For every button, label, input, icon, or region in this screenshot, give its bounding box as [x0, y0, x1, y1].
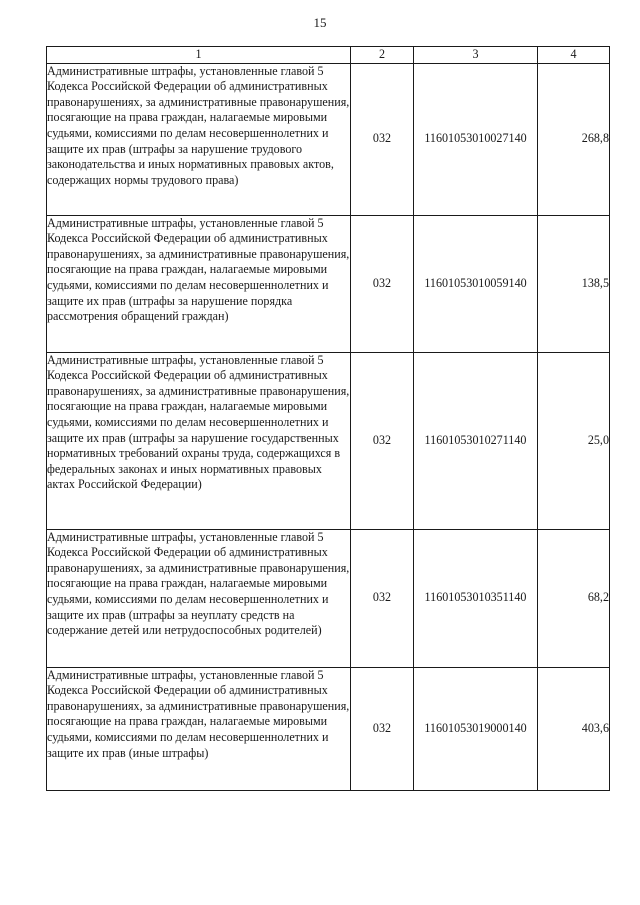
row-admin-code: 032 [351, 352, 414, 529]
row-admin-code: 032 [351, 215, 414, 352]
row-kbk: 11601053010271140 [414, 352, 538, 529]
table-row [47, 63, 610, 215]
row-amount: 25,0 [538, 352, 610, 529]
row-description: Административные штрафы, установленные главой 5 Кодекса Российской Федерации об административных правонарушениях, за административные правонарушения, посягающие на права граждан, налагаемые мировыми судьями, комиссиями по делам несовершеннолетних и защите их прав (штрафы за нарушение порядка рассмотрения обращений граждан) [47, 215, 351, 352]
row-description: Административные штрафы, установленные главой 5 Кодекса Российской Федерации об административных правонарушениях, за административные правонарушения, посягающие на права граждан, налагаемые мировыми судьями, комиссиями по делам несовершеннолетних и защите их прав (штрафы за нарушение трудового законодательства и иных нормативных правовых актов, содержащих нормы трудового права) [47, 63, 351, 215]
table-row [47, 529, 610, 667]
table-row [47, 215, 610, 352]
row-kbk: 11601053010351140 [414, 529, 538, 667]
revenue-table [46, 46, 610, 791]
row-kbk: 11601053010059140 [414, 215, 538, 352]
column-header-kbk: 3 [414, 47, 538, 64]
row-description: Административные штрафы, установленные главой 5 Кодекса Российской Федерации об административных правонарушениях, за административные правонарушения, посягающие на права граждан, налагаемые мировыми судьями, комиссиями по делам несовершеннолетних и защите их прав (иные штрафы) [47, 667, 351, 790]
column-header-description: 1 [47, 47, 351, 64]
row-admin-code: 032 [351, 667, 414, 790]
row-description: Административные штрафы, установленные главой 5 Кодекса Российской Федерации об административных правонарушениях, за административные правонарушения, посягающие на права граждан, налагаемые мировыми судьями, комиссиями по делам несовершеннолетних и защите их прав (штрафы за неуплату средств на содержание детей или нетрудоспособных родителей) [47, 529, 351, 667]
table-row [47, 352, 610, 529]
row-amount: 403,6 [538, 667, 610, 790]
row-admin-code: 032 [351, 529, 414, 667]
row-amount: 138,5 [538, 215, 610, 352]
row-admin-code: 032 [351, 63, 414, 215]
row-kbk: 11601053019000140 [414, 667, 538, 790]
column-header-amount: 4 [538, 47, 610, 64]
row-amount: 68,2 [538, 529, 610, 667]
row-amount: 268,8 [538, 63, 610, 215]
table-row [47, 667, 610, 790]
column-header-admin-code: 2 [351, 47, 414, 64]
page-number: 15 [313, 15, 327, 30]
row-description: Административные штрафы, установленные главой 5 Кодекса Российской Федерации об административных правонарушениях, за административные правонарушения, посягающие на права граждан, налагаемые мировыми судьями, комиссиями по делам несовершеннолетних и защите их прав (штрафы за нарушение государственных нормативных требований охраны труда, содержащихся в федеральных законах и иных нормативных правовых актах Российской Федерации) [47, 352, 351, 529]
table-header-row [47, 47, 610, 64]
row-kbk: 11601053010027140 [414, 63, 538, 215]
